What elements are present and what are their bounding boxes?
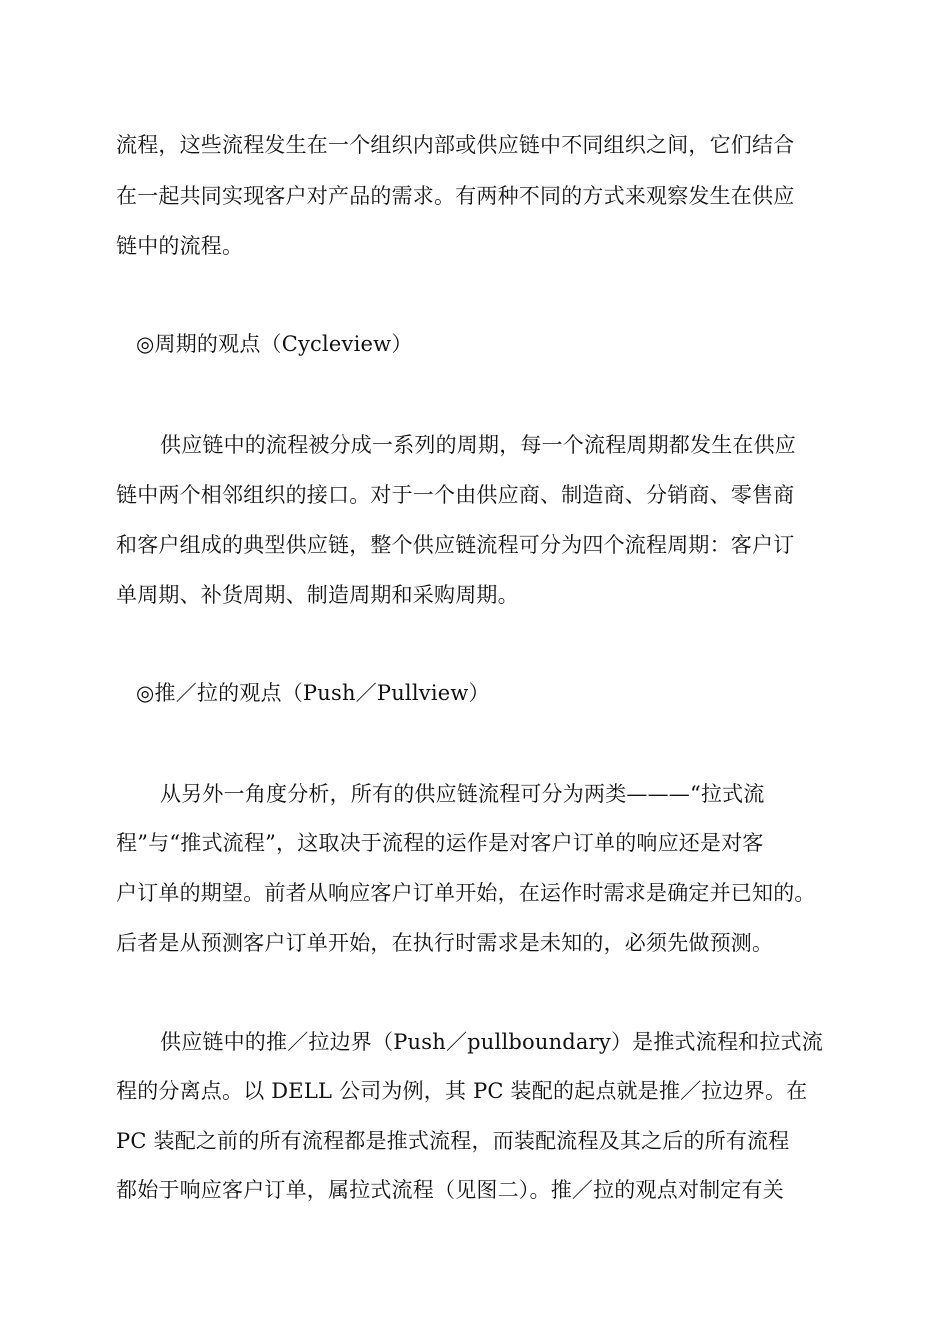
- heading-cycle-view: ◎周期的观点（Cycleview）: [136, 332, 413, 356]
- paragraph-4-line-1: 供应链中的推／拉边界（Push／pullboundary）是推式流程和拉式流: [160, 1030, 823, 1054]
- heading-push-pull-view: ◎推／拉的观点（Push／Pullview）: [136, 681, 490, 705]
- paragraph-2-line-1: 供应链中的流程被分成一系列的周期，每一个流程周期都发生在供应: [160, 433, 796, 457]
- paragraph-1-line-3: 链中的流程。: [116, 234, 244, 258]
- paragraph-3-line-2: 程”与“推式流程”，这取决于流程的运作是对客户订单的响应还是对客: [116, 831, 764, 855]
- paragraph-3-line-3: 户订单的期望。前者从响应客户订单开始，在运作时需求是确定并已知的。: [116, 881, 816, 905]
- paragraph-1-line-1: 流程，这些流程发生在一个组织内部或供应链中不同组织之间，它们结合: [116, 133, 795, 157]
- paragraph-3-line-1: 从另外一角度分析，所有的供应链流程可分为两类———“拉式流: [160, 782, 765, 806]
- paragraph-2-line-2: 链中两个相邻组织的接口。对于一个由供应商、制造商、分销商、零售商: [116, 483, 795, 507]
- paragraph-1-line-2: 在一起共同实现客户对产品的需求。有两种不同的方式来观察发生在供应: [116, 184, 795, 208]
- paragraph-4-line-4: 都始于响应客户订单，属拉式流程（见图二）。推／拉的观点对制定有关: [116, 1178, 784, 1202]
- paragraph-3-line-4: 后者是从预测客户订单开始，在执行时需求是未知的，必须先做预测。: [116, 931, 774, 955]
- paragraph-2-line-3: 和客户组成的典型供应链，整个供应链流程可分为四个流程周期：客户订: [116, 533, 795, 557]
- paragraph-4-line-3: PC 装配之前的所有流程都是推式流程，而装配流程及其之后的所有流程: [116, 1129, 790, 1153]
- paragraph-4-line-2: 程的分离点。以 DELL 公司为例，其 PC 装配的起点就是推／拉边界。在: [116, 1079, 808, 1103]
- paragraph-2-line-4: 单周期、补货周期、制造周期和采购周期。: [116, 583, 519, 607]
